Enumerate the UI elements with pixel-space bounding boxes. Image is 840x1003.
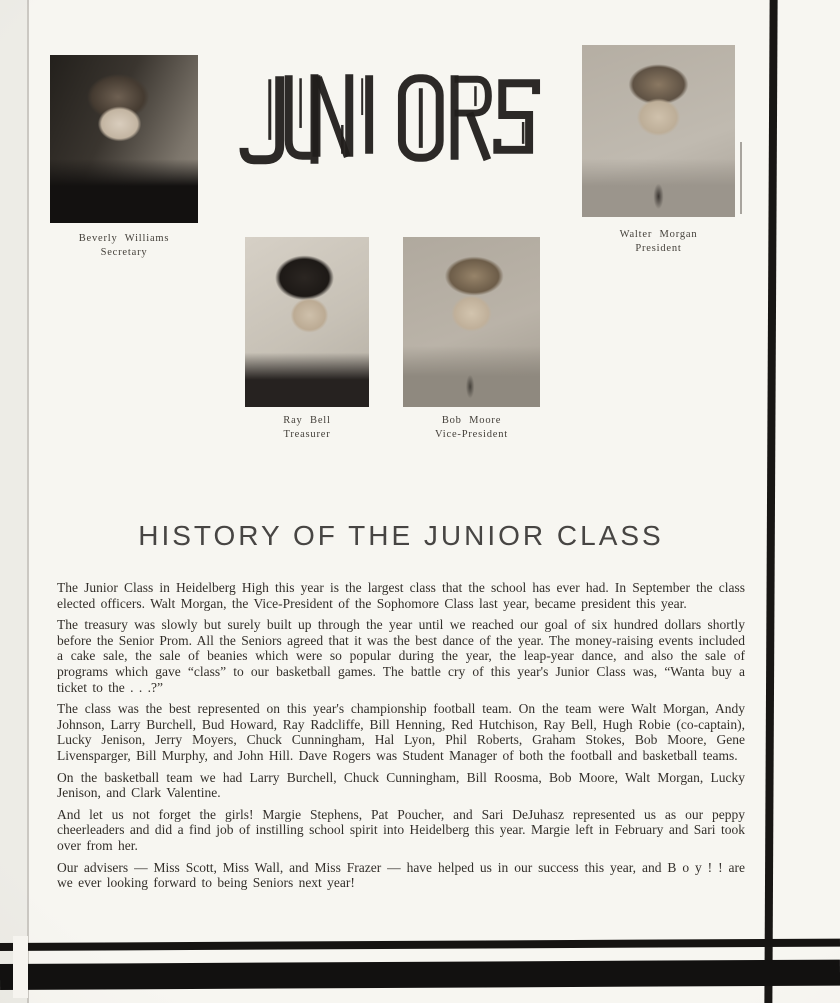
history-paragraph: The class was the best represented on this year's championship football team. On the team were Walt Morgan, Andy Johnson, Larry Burchell, Bud Howard, Ray Radcliffe, Bill Henning, Red Hutchison, Ray Bell, Hugh Robie (co-captain), Lucky Jenison, Jerry Moyers, Chuck Cunningham, Hal Lyon, Phil Roberts, Graham Stokes, Bob Moore, Gene Livensparger, Bill Murphy, and John Hill. Dave Rogers was Student Manager of both the football and basketball teams. bbox=[57, 701, 745, 763]
history-paragraph: Our advisers — Miss Scott, Miss Wall, and Miss Frazer — have helped us in our success this year, and B o y ! ! are we ever looking forward to being Seniors next year! bbox=[57, 859, 745, 891]
officer-role: President bbox=[635, 243, 682, 255]
history-paragraph: On the basketball team we had Larry Burchell, Chuck Cunningham, Bill Roosma, Bob Moore, Walt Morgan, Lucky Jenison, and Clark Valentine. bbox=[57, 769, 745, 801]
bottom-rule-thick bbox=[0, 960, 840, 990]
portrait-photo-bob-moore bbox=[403, 237, 540, 407]
photo-caption bbox=[403, 414, 540, 442]
page-title: HISTORY OF THE JUNIOR CLASS bbox=[138, 520, 664, 551]
page-gutter-line bbox=[27, 0, 29, 1003]
portrait-photo-walter-morgan bbox=[582, 45, 735, 217]
photo-caption bbox=[50, 232, 198, 260]
portrait-photo-beverly-williams bbox=[50, 55, 198, 223]
photo-caption bbox=[245, 414, 369, 442]
officer-name: Walter Morgan bbox=[619, 229, 698, 240]
portrait-photo-ray-bell bbox=[245, 237, 369, 407]
history-paragraph: The treasury was slowly but surely built up through the year until we reached our goal of six hundred dollars shortly before the Senior Prom. All the Seniors agreed that it was the best dance of the year. The money-raising events included a cake sale, the sale of beanies which were so popular during the year, the leap-year dance, and also the sale of programs which gave “class” to our basketball games. The battle cry of this year's Junior Class was, “Wanta buy a ticket to the . . .?” bbox=[57, 617, 745, 695]
bottom-rule-thin bbox=[0, 939, 840, 951]
officer-role: Secretary bbox=[100, 247, 148, 259]
page-gutter-shading bbox=[0, 0, 27, 1003]
juniors-logo bbox=[237, 70, 545, 170]
history-text-block bbox=[57, 580, 745, 897]
officer-role: Treasurer bbox=[283, 429, 331, 441]
officer-name: Bob Moore bbox=[441, 415, 502, 426]
officer-role: Vice-President bbox=[435, 429, 508, 441]
officer-name: Ray Bell bbox=[283, 415, 331, 426]
stray-rule-mark bbox=[740, 142, 742, 214]
bottom-rule-gutter-gap bbox=[13, 936, 28, 998]
right-border-rule bbox=[764, 0, 777, 1003]
officer-name: Beverly Williams bbox=[78, 233, 170, 244]
photo-caption bbox=[582, 228, 735, 256]
history-paragraph: And let us not forget the girls! Margie Stephens, Pat Poucher, and Sari DeJuhasz represented us as our peppy cheerleaders and did a find job of instilling school spirit into Heidelberg this year. Margie left in February and Sari took over from her. bbox=[57, 806, 745, 853]
history-paragraph: The Junior Class in Heidelberg High this year is the largest class that the school has ever had. In September the class elected officers. Walt Morgan, the Vice-President of the Sophomore Class last year, became president this year. bbox=[57, 580, 745, 611]
